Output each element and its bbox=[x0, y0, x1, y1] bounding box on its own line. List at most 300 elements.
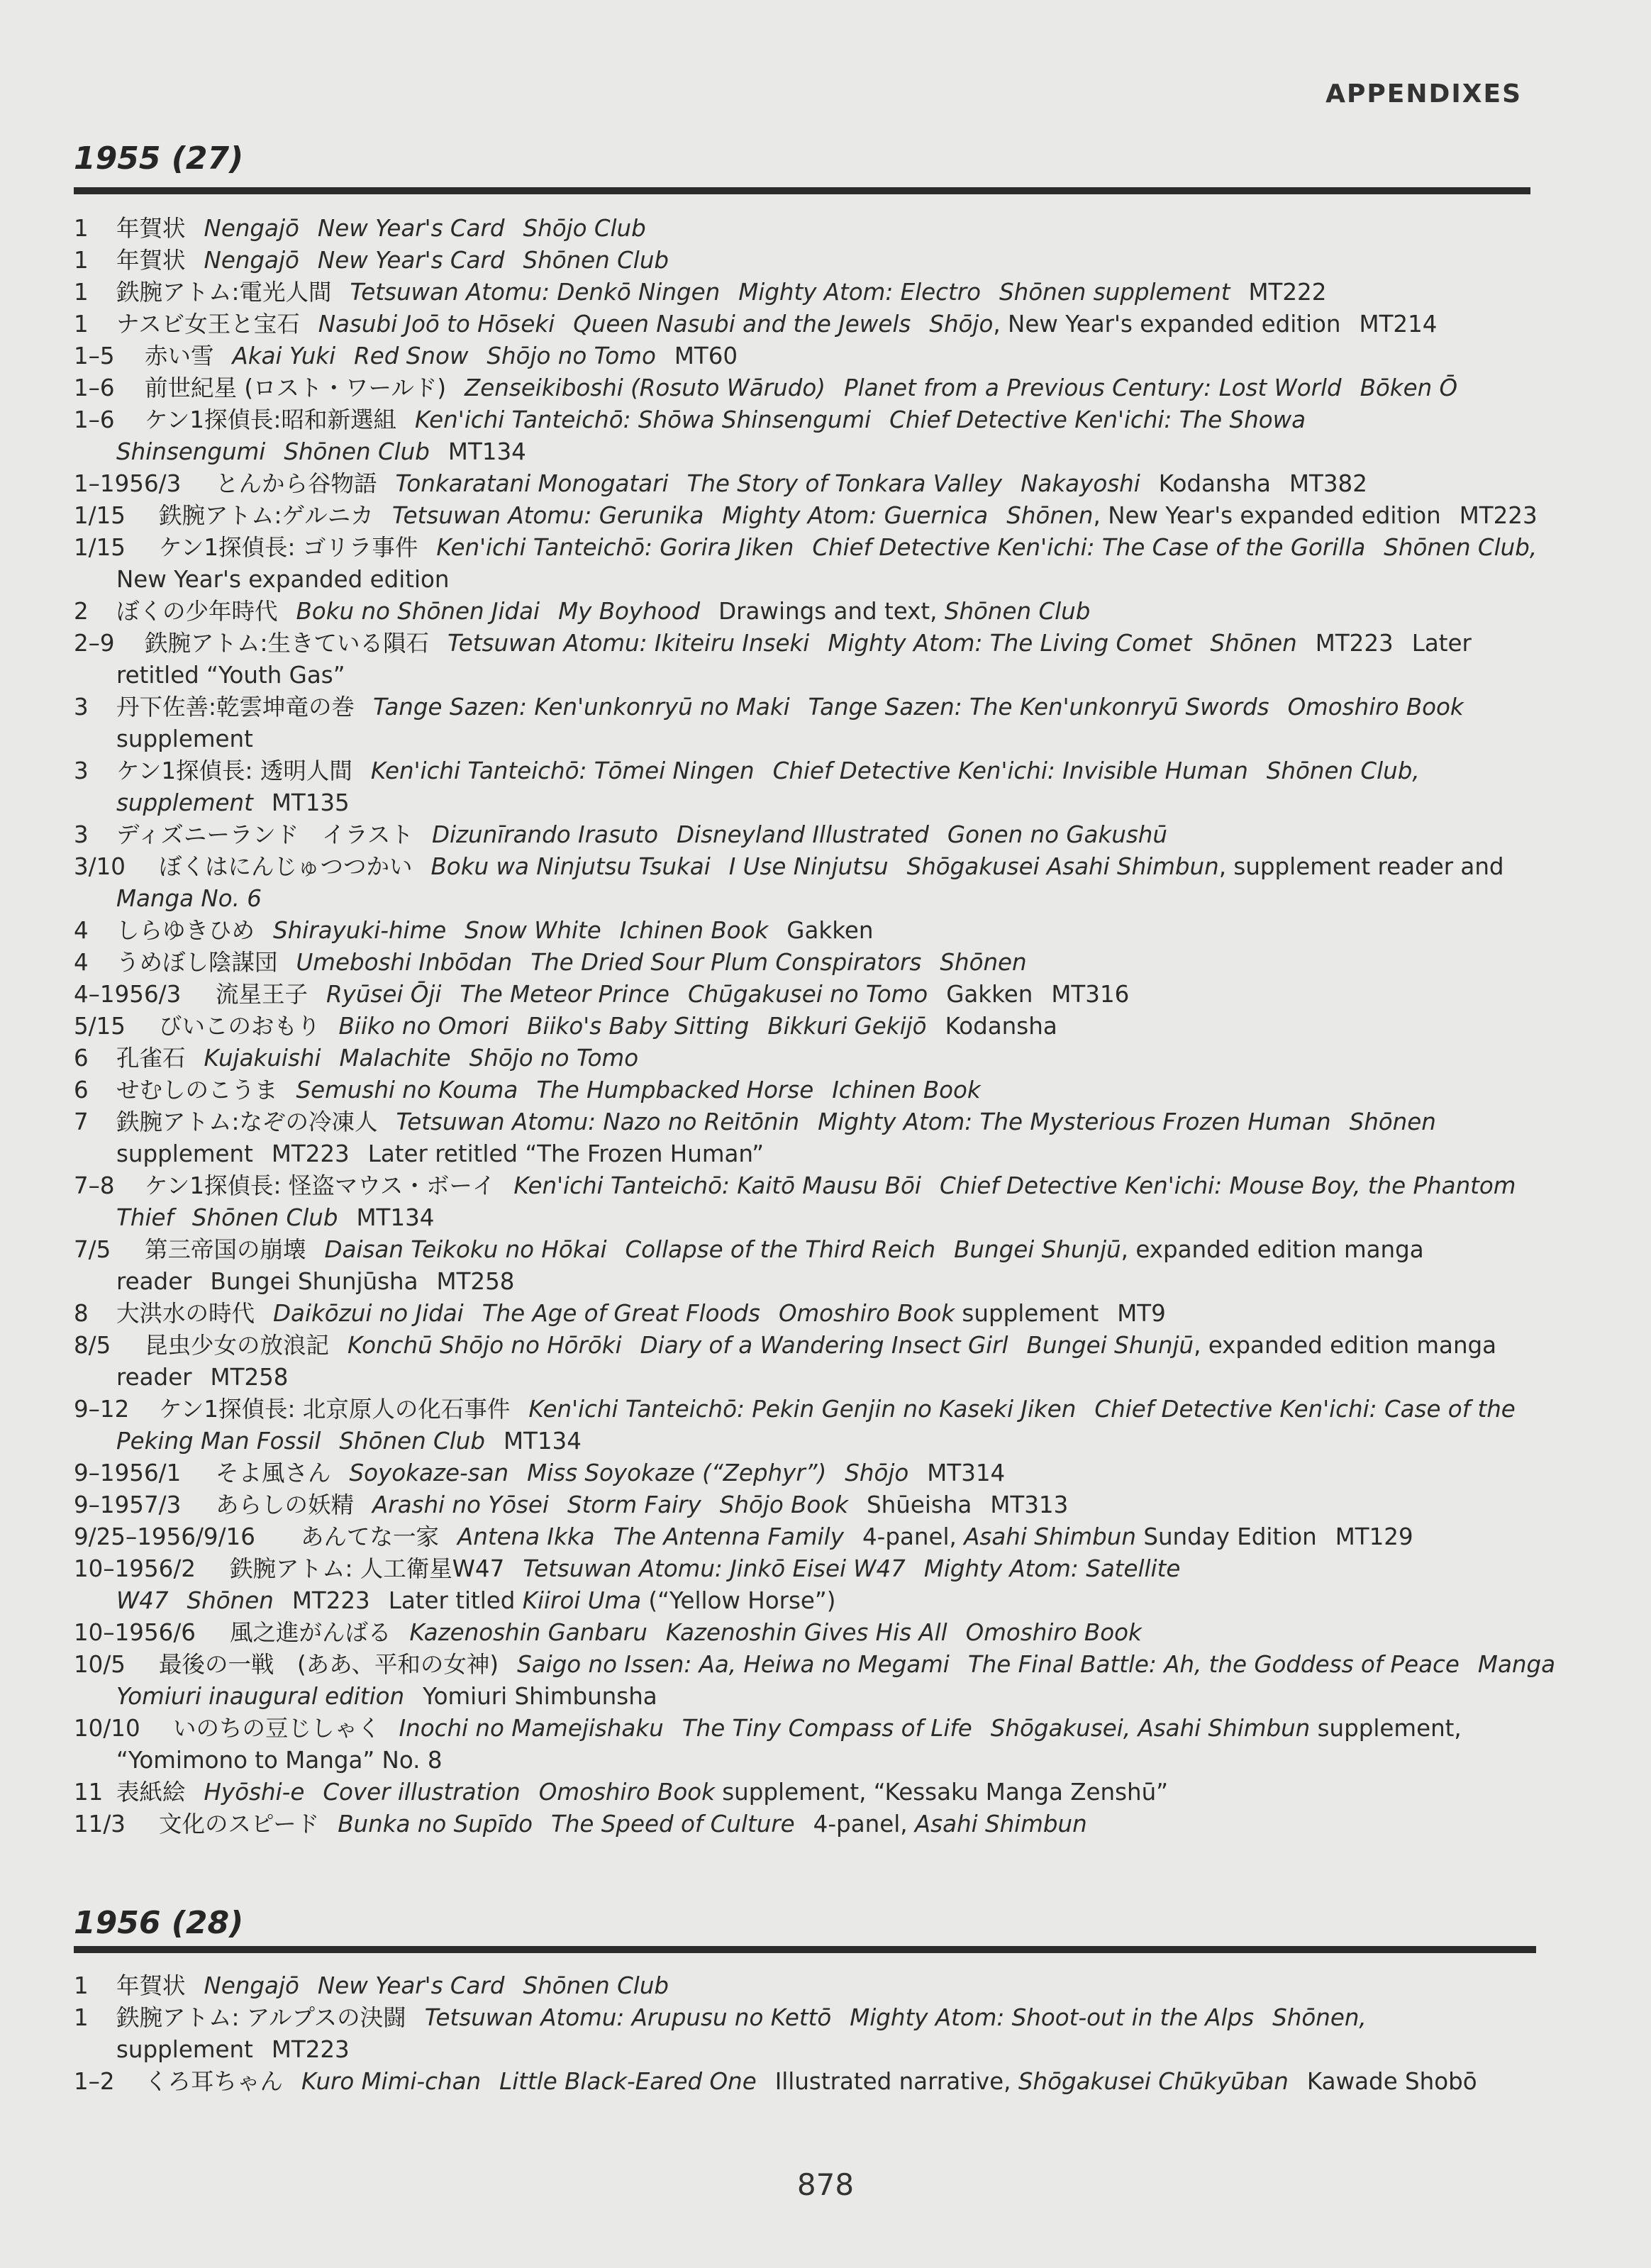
entry-detail: Ichinen Book bbox=[832, 1077, 981, 1104]
japanese-title: 第三帝国の崩壊 bbox=[145, 1236, 306, 1263]
entry-detail: MT223 bbox=[271, 1140, 350, 1167]
english-title: Mighty Atom: The Living Comet bbox=[828, 630, 1192, 657]
entry-date: 9–1956/1 bbox=[74, 1460, 182, 1486]
entry-detail: Bikkuri Gekijō bbox=[767, 1013, 927, 1040]
english-title: Disneyland Illustrated bbox=[677, 821, 929, 848]
entry-detail: MT214 bbox=[1359, 311, 1438, 338]
japanese-title: 最後の一戦 (ああ、平和の女神) bbox=[159, 1651, 499, 1678]
english-title: Chief Detective Ken'ichi: The Case of the Gorilla bbox=[812, 534, 1366, 561]
romanized-title: Antena Ikka bbox=[457, 1523, 595, 1550]
entry-detail: Chūgakusei no Tomo bbox=[687, 981, 928, 1008]
entry-detail: MT258 bbox=[436, 1268, 515, 1295]
english-title: Little Black-Eared One bbox=[499, 2068, 757, 2095]
entry-detail: MT135 bbox=[271, 789, 350, 816]
entry-date: 6 bbox=[74, 1077, 89, 1104]
entry-continuation bbox=[116, 1138, 764, 1170]
entry-detail: Manga No. 6 bbox=[116, 885, 262, 912]
japanese-title: あらしの妖精 bbox=[216, 1491, 355, 1518]
entry-detail: Shōjo bbox=[929, 311, 994, 338]
entry-detail: Shōnen Club, bbox=[1384, 534, 1538, 561]
entry-continuation bbox=[116, 564, 450, 596]
english-title: The Tiny Compass of Life bbox=[682, 1715, 972, 1742]
entry-line bbox=[159, 1394, 1516, 1425]
japanese-title: 昆虫少女の放浪記 bbox=[145, 1332, 330, 1359]
japanese-title: 文化のスピード bbox=[159, 1811, 320, 1838]
list-item bbox=[74, 1106, 1535, 1170]
japanese-title: 年賀状 bbox=[116, 215, 186, 242]
entry-date: 3 bbox=[74, 821, 89, 848]
entry-detail: Shōnen bbox=[1006, 502, 1094, 529]
entry-date: 3 bbox=[74, 757, 89, 784]
entry-line bbox=[116, 596, 1090, 628]
entry-detail: Nakayoshi bbox=[1021, 470, 1140, 497]
list-item bbox=[74, 1330, 1535, 1394]
entry-detail: , expanded edition manga bbox=[1121, 1236, 1424, 1263]
japanese-title: 流星王子 bbox=[216, 981, 308, 1008]
entry-date: 6 bbox=[74, 1045, 89, 1072]
entry-line bbox=[116, 1106, 1436, 1138]
japanese-title: うめぼし陰謀団 bbox=[116, 949, 278, 976]
entry-continuation bbox=[116, 1425, 582, 1457]
entry-detail: Shōgakusei, Asahi Shimbun bbox=[990, 1715, 1311, 1742]
entry-detail: MT258 bbox=[210, 1364, 289, 1391]
entry-date: 9/25–1956/9/16 bbox=[74, 1523, 255, 1550]
entry-line bbox=[116, 1043, 638, 1074]
entry-detail: Bōken Ō bbox=[1360, 374, 1458, 401]
entry-detail: Shōnen bbox=[1349, 1108, 1436, 1135]
english-title: The Antenna Family bbox=[613, 1523, 844, 1550]
entry-date: 10/10 bbox=[74, 1715, 140, 1742]
english-title: Chief Detective Ken'ichi: The Showa bbox=[889, 406, 1306, 433]
entry-line bbox=[116, 755, 1420, 787]
entry-date: 11 bbox=[74, 1779, 104, 1806]
romanized-title: Akai Yuki bbox=[232, 343, 336, 369]
entry-list-1955 bbox=[74, 213, 1556, 1840]
entry-detail: Shūeisha bbox=[867, 1491, 972, 1518]
entry-detail: supplement bbox=[116, 726, 253, 752]
entry-detail: Kodansha bbox=[945, 1013, 1057, 1040]
year-heading-1955: 1955 (27) bbox=[74, 140, 244, 177]
entry-date: 2 bbox=[74, 598, 89, 625]
japanese-title: ぼくの少年時代 bbox=[116, 598, 278, 625]
romanized-title: Kujakuishi bbox=[204, 1045, 321, 1072]
entry-detail: Omoshiro Book bbox=[1287, 694, 1464, 721]
entry-detail: Later bbox=[1411, 630, 1472, 657]
entry-detail: supplement bbox=[116, 2036, 253, 2063]
entry-continuation bbox=[116, 787, 350, 819]
entry-detail: Shōgakusei Asahi Shimbun bbox=[906, 853, 1219, 880]
entry-line bbox=[159, 1649, 1555, 1681]
list-item bbox=[74, 1043, 1535, 1074]
entry-detail: MT60 bbox=[674, 343, 738, 369]
entry-detail: MT223 bbox=[1315, 630, 1394, 657]
list-item bbox=[74, 1170, 1535, 1234]
list-item bbox=[74, 1234, 1535, 1298]
entry-date: 1 bbox=[74, 1972, 89, 1999]
entry-detail: Gakken bbox=[946, 981, 1033, 1008]
entry-detail: supplement, bbox=[1310, 1715, 1462, 1742]
japanese-title: 丹下佐善:乾雲坤竜の巻 bbox=[116, 694, 355, 721]
entry-line bbox=[159, 851, 1504, 883]
entry-date: 1–5 bbox=[74, 343, 115, 369]
entry-line bbox=[230, 1617, 1142, 1649]
entry-date: 1 bbox=[74, 247, 89, 274]
english-title: The Speed of Culture bbox=[550, 1811, 795, 1838]
list-item bbox=[74, 851, 1535, 915]
japanese-title: とんから谷物語 bbox=[216, 470, 377, 497]
japanese-title: くろ耳ちゃん bbox=[145, 2068, 284, 2095]
entry-date: 1–6 bbox=[74, 406, 115, 433]
list-item bbox=[74, 1011, 1535, 1043]
section-rule bbox=[74, 187, 1530, 194]
japanese-title: 孔雀石 bbox=[116, 1045, 186, 1072]
entry-line bbox=[159, 500, 1538, 532]
entry-detail: (“Yellow Horse”) bbox=[641, 1587, 836, 1614]
entry-date: 7/5 bbox=[74, 1236, 111, 1263]
japanese-title: 前世紀星 (ロスト・ワールド) bbox=[145, 374, 447, 401]
romanized-title: Soyokaze-san bbox=[349, 1460, 509, 1486]
entry-detail: MT134 bbox=[356, 1204, 435, 1231]
japanese-title: 年賀状 bbox=[116, 247, 186, 274]
japanese-title: 鉄腕アトム:ゲルニカ bbox=[159, 502, 374, 529]
entry-detail: W47 bbox=[116, 1587, 169, 1614]
list-item bbox=[74, 1777, 1535, 1808]
entry-detail: Gonen no Gakushū bbox=[947, 821, 1167, 848]
romanized-title: Boku wa Ninjutsu Tsukai bbox=[430, 853, 711, 880]
entry-continuation bbox=[116, 1585, 835, 1617]
entry-detail: , New Year's expanded edition bbox=[1093, 502, 1441, 529]
english-title: Mighty Atom: The Mysterious Frozen Human bbox=[818, 1108, 1331, 1135]
list-item bbox=[74, 1617, 1535, 1649]
entry-line bbox=[116, 1074, 981, 1106]
entry-detail: MT134 bbox=[448, 438, 526, 465]
entry-line bbox=[159, 1011, 1057, 1043]
entry-date: 1 bbox=[74, 311, 89, 338]
entry-detail: Shōnen Club, bbox=[1266, 757, 1420, 784]
entry-detail: Shōnen bbox=[187, 1587, 274, 1614]
entry-line bbox=[216, 979, 1129, 1011]
list-item bbox=[74, 1457, 1535, 1489]
entry-date: 1–2 bbox=[74, 2068, 115, 2095]
japanese-title: 鉄腕アトム:なぞの冷凍人 bbox=[116, 1108, 378, 1135]
entry-detail: reader bbox=[116, 1268, 192, 1295]
romanized-title: Tetsuwan Atomu: Nazo no Reitōnin bbox=[396, 1108, 800, 1135]
english-title: Chief Detective Ken'ichi: Invisible Human bbox=[772, 757, 1248, 784]
list-item bbox=[74, 628, 1535, 691]
english-title: Diary of a Wandering Insect Girl bbox=[640, 1332, 1008, 1359]
entry-continuation bbox=[116, 1202, 434, 1234]
entry-continuation bbox=[116, 1681, 657, 1713]
list-item bbox=[74, 2002, 1535, 2066]
entry-date: 4–1956/3 bbox=[74, 981, 182, 1008]
entry-line bbox=[116, 277, 1326, 308]
list-item bbox=[74, 404, 1535, 468]
entry-detail: Shōnen Club bbox=[944, 598, 1091, 625]
entry-detail: MT222 bbox=[1248, 279, 1327, 306]
list-item bbox=[74, 1074, 1535, 1106]
english-title: The Dried Sour Plum Conspirators bbox=[530, 949, 922, 976]
list-item bbox=[74, 915, 1535, 947]
english-title: Snow White bbox=[465, 917, 601, 944]
japanese-title: ケン1探偵長: 怪盗マウス・ボーイ bbox=[145, 1172, 496, 1199]
romanized-title: Dizunīrando Irasuto bbox=[431, 821, 659, 848]
entry-continuation bbox=[116, 1266, 514, 1298]
japanese-title: 赤い雪 bbox=[145, 343, 214, 369]
japanese-title: しらゆきひめ bbox=[116, 917, 255, 944]
english-title: My Boyhood bbox=[558, 598, 701, 625]
entry-line bbox=[216, 1489, 1068, 1521]
romanized-title: Shirayuki-hime bbox=[273, 917, 447, 944]
entry-line bbox=[301, 1521, 1413, 1553]
list-item bbox=[74, 277, 1535, 308]
list-item bbox=[74, 468, 1535, 500]
entry-date: 2–9 bbox=[74, 630, 115, 657]
entry-line bbox=[216, 1457, 1005, 1489]
entry-detail: Bungei Shunjū bbox=[1026, 1332, 1194, 1359]
entry-line bbox=[116, 1298, 1166, 1330]
list-item bbox=[74, 1649, 1556, 1713]
entry-detail: Shōnen, bbox=[1272, 2004, 1367, 2031]
list-item bbox=[74, 819, 1535, 851]
list-item bbox=[74, 245, 1535, 277]
japanese-title: ケン1探偵長: ゴリラ事件 bbox=[159, 534, 418, 561]
romanized-title: Nengajō bbox=[204, 1972, 299, 1999]
entry-date: 10–1956/6 bbox=[74, 1619, 196, 1646]
japanese-title: 年賀状 bbox=[116, 1972, 186, 1999]
english-title: New Year's Card bbox=[317, 1972, 505, 1999]
english-title: Planet from a Previous Century: Lost World bbox=[843, 374, 1342, 401]
entry-continuation bbox=[116, 436, 526, 468]
entry-detail: Peking Man Fossil bbox=[116, 1428, 321, 1455]
entry-detail: MT223 bbox=[291, 1587, 370, 1614]
list-item bbox=[74, 372, 1535, 404]
entry-detail: Omoshiro Book bbox=[778, 1300, 955, 1327]
entry-detail: “Yomimono to Manga” No. 8 bbox=[116, 1747, 443, 1774]
list-item bbox=[74, 947, 1535, 979]
entry-date: 1 bbox=[74, 2004, 89, 2031]
romanized-title: Nengajō bbox=[204, 215, 299, 242]
entry-line bbox=[145, 628, 1472, 660]
romanized-title: Saigo no Issen: Aa, Heiwa no Megami bbox=[517, 1651, 950, 1678]
english-title: Storm Fairy bbox=[567, 1491, 701, 1518]
romanized-title: Tetsuwan Atomu: Arupusu no Kettō bbox=[424, 2004, 832, 2031]
entry-date: 4 bbox=[74, 949, 89, 976]
entry-line bbox=[145, 1234, 1424, 1266]
entry-detail: New Year's expanded edition bbox=[116, 566, 450, 593]
entry-date: 1 bbox=[74, 215, 89, 242]
japanese-title: いのちの豆じしゃく bbox=[173, 1715, 381, 1742]
list-item bbox=[74, 308, 1535, 340]
romanized-title: Kazenoshin Ganbaru bbox=[409, 1619, 647, 1646]
entry-detail: Shōjo Book bbox=[719, 1491, 849, 1518]
list-item bbox=[74, 500, 1538, 532]
entry-detail: , expanded edition manga bbox=[1194, 1332, 1497, 1359]
japanese-title: あんてな一家 bbox=[301, 1523, 440, 1550]
romanized-title: Tetsuwan Atomu: Denkō Ningen bbox=[350, 279, 721, 306]
entry-detail: supplement, “Kessaku Manga Zenshū” bbox=[714, 1779, 1169, 1806]
entry-detail: Sunday Edition bbox=[1135, 1523, 1317, 1550]
romanized-title: Daisan Teikoku no Hōkai bbox=[324, 1236, 607, 1263]
english-title: The Meteor Prince bbox=[460, 981, 669, 1008]
entry-detail: Shinsengumi bbox=[116, 438, 266, 465]
entry-continuation bbox=[116, 883, 262, 915]
entry-detail: Asahi Shimbun bbox=[914, 1811, 1087, 1838]
entry-detail: Shōnen Club bbox=[523, 247, 669, 274]
list-item bbox=[74, 2066, 1535, 2098]
list-item bbox=[74, 979, 1535, 1011]
entry-detail: MT223 bbox=[1459, 502, 1538, 529]
entry-line bbox=[116, 1970, 669, 2002]
entry-line bbox=[145, 1330, 1496, 1362]
japanese-title: ぼくはにんじゅつつかい bbox=[159, 853, 413, 880]
romanized-title: Ryūsei Ōji bbox=[326, 981, 442, 1008]
english-title: Collapse of the Third Reich bbox=[625, 1236, 936, 1263]
romanized-title: Tange Sazen: Ken'unkonryū no Maki bbox=[372, 694, 790, 721]
running-header: APPENDIXES bbox=[1325, 79, 1522, 109]
entry-date: 1 bbox=[74, 279, 89, 306]
entry-detail: retitled “Youth Gas” bbox=[116, 662, 345, 689]
romanized-title: Tonkaratani Monogatari bbox=[395, 470, 669, 497]
entry-detail: Shōnen Club bbox=[339, 1428, 485, 1455]
list-item bbox=[74, 1808, 1535, 1840]
entry-line bbox=[230, 1553, 1180, 1585]
entry-detail: supplement bbox=[116, 1140, 253, 1167]
entry-detail: supplement bbox=[955, 1300, 1099, 1327]
entry-detail: Shōnen Club bbox=[284, 438, 430, 465]
entry-detail: MT382 bbox=[1289, 470, 1367, 497]
japanese-title: ナスビ女王と宝石 bbox=[116, 311, 300, 338]
romanized-title: Tetsuwan Atomu: Jinkō Eisei W47 bbox=[523, 1555, 906, 1582]
entry-line bbox=[116, 308, 1437, 340]
entry-line bbox=[116, 213, 646, 245]
romanized-title: Nasubi Joō to Hōseki bbox=[318, 311, 555, 338]
entry-detail: Shōjo bbox=[845, 1460, 909, 1486]
section-rule bbox=[74, 1946, 1536, 1953]
romanized-title: Umeboshi Inbōdan bbox=[296, 949, 513, 976]
list-item bbox=[74, 691, 1535, 755]
romanized-title: Ken'ichi Tanteichō: Gorira Jiken bbox=[436, 534, 794, 561]
entry-line bbox=[145, 372, 1457, 404]
romanized-title: Nengajō bbox=[204, 247, 299, 274]
page-number: 878 bbox=[796, 2167, 855, 2202]
entry-line bbox=[116, 691, 1464, 723]
entry-continuation bbox=[116, 1362, 288, 1394]
romanized-title: Tetsuwan Atomu: Gerunika bbox=[391, 502, 704, 529]
entry-date: 7 bbox=[74, 1108, 89, 1135]
entry-detail: Shōnen Club bbox=[191, 1204, 338, 1231]
romanized-title: Biiko no Omori bbox=[338, 1013, 509, 1040]
entry-continuation bbox=[116, 723, 253, 755]
entry-line bbox=[159, 1808, 1087, 1840]
entry-detail: Shōjo no Tomo bbox=[469, 1045, 639, 1072]
romanized-title: Inochi no Mamejishaku bbox=[399, 1715, 664, 1742]
entry-date: 1/15 bbox=[74, 502, 126, 529]
romanized-title: Bunka no Supīdo bbox=[338, 1811, 533, 1838]
year-heading-1956: 1956 (28) bbox=[74, 1905, 244, 1941]
english-title: The Final Battle: Ah, the Goddess of Peace bbox=[967, 1651, 1460, 1678]
english-title: Queen Nasubi and the Jewels bbox=[573, 311, 911, 338]
entry-line bbox=[173, 1713, 1462, 1745]
romanized-title: Tetsuwan Atomu: Ikiteiru Inseki bbox=[447, 630, 810, 657]
entry-detail: Asahi Shimbun bbox=[964, 1523, 1136, 1550]
entry-detail: Kiiroi Uma bbox=[522, 1587, 642, 1614]
romanized-title: Arashi no Yōsei bbox=[372, 1491, 549, 1518]
entry-detail: Later titled bbox=[388, 1587, 516, 1614]
japanese-title: ケン1探偵長:昭和新選組 bbox=[145, 406, 397, 433]
entry-date: 3 bbox=[74, 694, 89, 721]
entry-continuation bbox=[116, 1745, 443, 1777]
entry-line bbox=[145, 2066, 1477, 2098]
entry-detail: Drawings and text, bbox=[718, 598, 938, 625]
entry-detail: Yomiuri Shimbunsha bbox=[423, 1683, 657, 1710]
entry-detail: Yomiuri inaugural edition bbox=[116, 1683, 405, 1710]
english-title: The Humpbacked Horse bbox=[536, 1077, 814, 1104]
entry-detail: 4-panel, bbox=[862, 1523, 957, 1550]
entry-detail: Kawade Shobō bbox=[1306, 2068, 1477, 2095]
romanized-title: Ken'ichi Tanteichō: Tōmei Ningen bbox=[370, 757, 755, 784]
english-title: New Year's Card bbox=[317, 215, 505, 242]
entry-date: 1/15 bbox=[74, 534, 126, 561]
list-item bbox=[74, 213, 1535, 245]
romanized-title: Boku no Shōnen Jidai bbox=[296, 598, 540, 625]
romanized-title: Daikōzui no Jidai bbox=[273, 1300, 464, 1327]
list-item bbox=[74, 1553, 1535, 1617]
english-title: Cover illustration bbox=[323, 1779, 521, 1806]
list-item bbox=[74, 1521, 1535, 1553]
english-title: Mighty Atom: Satellite bbox=[923, 1555, 1181, 1582]
entry-detail: Bungei Shunjū bbox=[954, 1236, 1121, 1263]
romanized-title: Kuro Mimi-chan bbox=[301, 2068, 482, 2095]
entry-line bbox=[116, 2002, 1367, 2034]
entry-date: 11/3 bbox=[74, 1811, 126, 1838]
romanized-title: Ken'ichi Tanteichō: Kaitō Mausu Bōi bbox=[513, 1172, 921, 1199]
entry-date: 3/10 bbox=[74, 853, 126, 880]
entry-detail: Bungei Shunjūsha bbox=[210, 1268, 418, 1295]
entry-line bbox=[116, 1777, 1168, 1808]
entry-detail: Ichinen Book bbox=[619, 917, 769, 944]
entry-detail: Later retitled “The Frozen Human” bbox=[367, 1140, 765, 1167]
english-title: Biiko's Baby Sitting bbox=[527, 1013, 750, 1040]
entry-detail: Illustrated narrative, bbox=[774, 2068, 1011, 2095]
entry-detail: Kodansha bbox=[1158, 470, 1271, 497]
entry-date: 1–6 bbox=[74, 374, 115, 401]
japanese-title: 大洪水の時代 bbox=[116, 1300, 255, 1327]
entry-date: 8 bbox=[74, 1300, 89, 1327]
japanese-title: 鉄腕アトム: アルプスの決闘 bbox=[116, 2004, 406, 2031]
japanese-title: ディズニーランド イラスト bbox=[116, 821, 413, 848]
entry-detail: Thief bbox=[116, 1204, 174, 1231]
japanese-title: そよ風さん bbox=[216, 1460, 331, 1486]
list-item bbox=[74, 532, 1538, 596]
english-title: Mighty Atom: Shoot-out in the Alps bbox=[850, 2004, 1255, 2031]
entry-detail: supplement bbox=[116, 789, 253, 816]
english-title: I Use Ninjutsu bbox=[728, 853, 889, 880]
list-item bbox=[74, 596, 1535, 628]
entry-line bbox=[116, 245, 669, 277]
entry-detail: reader bbox=[116, 1364, 192, 1391]
entry-date: 10/5 bbox=[74, 1651, 126, 1678]
entry-detail: MT134 bbox=[503, 1428, 582, 1455]
entry-detail: Manga bbox=[1477, 1651, 1556, 1678]
entry-detail: MT9 bbox=[1117, 1300, 1166, 1327]
japanese-title: ケン1探偵長: 北京原人の化石事件 bbox=[159, 1396, 511, 1423]
entry-line bbox=[145, 340, 738, 372]
entry-detail: Shōnen supplement bbox=[999, 279, 1230, 306]
list-item bbox=[74, 1394, 1535, 1457]
entry-line bbox=[159, 532, 1537, 564]
entry-line bbox=[116, 947, 1027, 979]
list-item bbox=[74, 1713, 1535, 1777]
